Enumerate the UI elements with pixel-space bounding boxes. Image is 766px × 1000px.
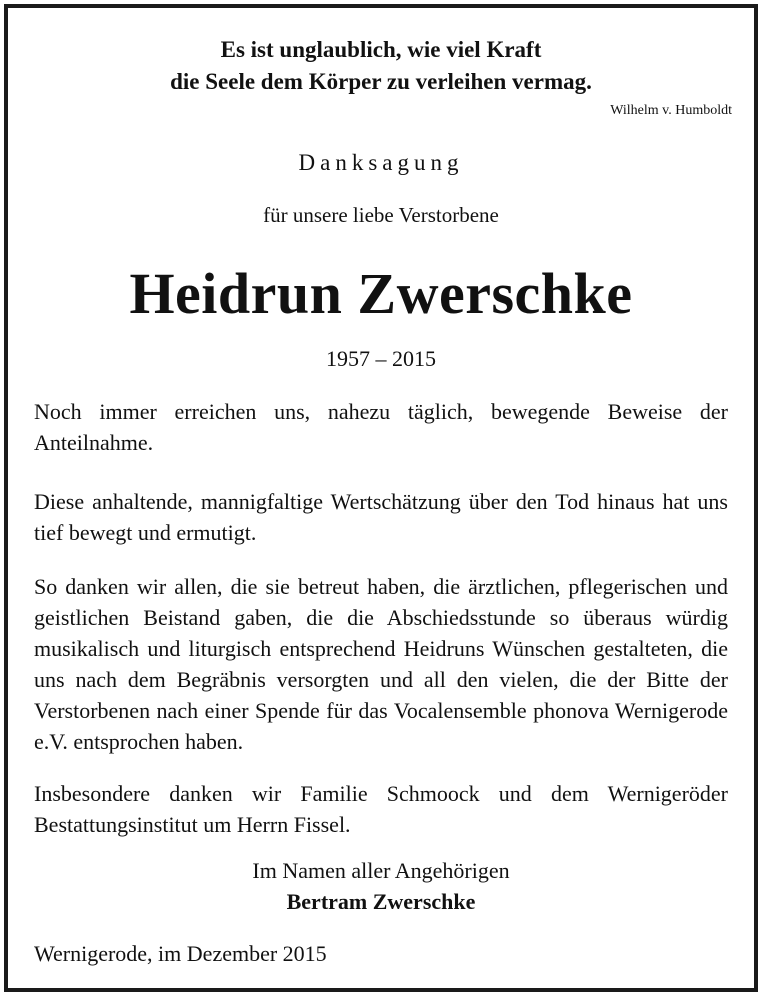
motto-author: Wilhelm v. Humboldt [610,103,732,118]
paragraph-3: So danken wir allen, die sie betreut haben, die ärztlichen, pflegerischen und geistlichen Beistand gaben, die die Abschiedsstunde so überaus würdig musikalisch und liturgisch entsprechend Heidruns Wünschen gestalteten, die uns nach dem Begräbnis versorgten und all den vielen, die der Bitte der Verstorbenen nach einer Spende für das Vocalensemble phonova Wernigerode e.V. entsprochen haben. [34,574,728,754]
life-years: 1957 – 2015 [326,346,436,371]
paragraph-1: Noch immer erreichen uns, nahezu täglich, bewegende Beweise der Anteilnahme. [34,399,728,455]
heading-danksagung: Danksagung [298,150,464,175]
paragraph-2: Diese anhaltende, mannigfaltige Wertschätzung über den Tod hinaus hat uns tief bewegt und ermutigt. [34,489,728,545]
signature-label: Im Namen aller Angehörigen [252,858,510,883]
signature-name: Bertram Zwerschke [286,889,476,914]
notice-border [4,4,758,992]
place-date: Wernigerode, im Dezember 2015 [34,941,327,966]
motto-line-1: Es ist unglaublich, wie viel Kraft [220,37,542,62]
deceased-name: Heidrun Zwerschke [129,261,633,326]
motto-line-2: die Seele dem Körper zu verleihen vermag. [170,69,592,94]
notice-content [8,8,754,988]
dedication-line: für unsere liebe Verstorbene [263,203,499,227]
paragraph-4: Insbesondere danken wir Familie Schmoock und dem Wernigeröder Bestattungsinstitut um Herrn Fissel. [34,781,728,837]
